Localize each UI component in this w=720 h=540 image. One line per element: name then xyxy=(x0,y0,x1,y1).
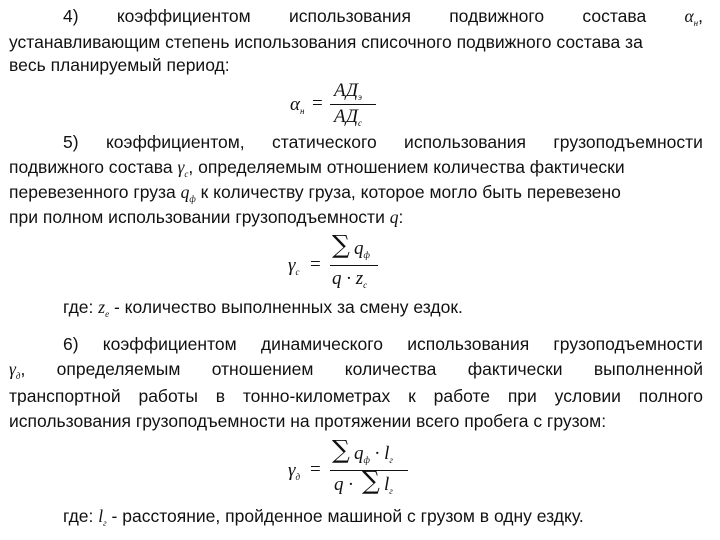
word: коэффициентом xyxy=(102,334,237,354)
item-number: 5) xyxy=(63,132,79,152)
formula-gamma-static: $\gamma_с$ = ∑ $q_ф$ $q \cdot z_с$ xyxy=(288,234,398,292)
p6-line-1 xyxy=(63,334,703,354)
formula-alpha: $\alpha_н$ = $АД_э$ $АД_с$ xyxy=(290,80,400,128)
p5-line-4: при полном использовании грузоподъемности q: xyxy=(9,207,404,227)
word: состава xyxy=(582,6,647,26)
word: грузоподъемности xyxy=(553,334,703,354)
formula-gamma-dynamic: $\gamma_д$ = ∑ $q_ф \cdot l_г$ q · ∑ $l_г$ xyxy=(288,438,418,500)
p6-line-4: использования грузоподъемности на протяжении всего пробега с грузом: xyxy=(9,411,607,431)
alpha-symbol: $\alpha_н$, xyxy=(684,6,703,28)
p4-line-2: устанавливающим степень использования списочного подвижного состава за xyxy=(9,32,643,52)
p5-line-1 xyxy=(63,132,703,152)
item-number: 4) xyxy=(63,6,79,26)
item-number: 6) xyxy=(63,334,79,354)
where-ze: где: $z_е$ - количество выполненных за смену ездок. xyxy=(63,297,463,319)
word: использования xyxy=(288,6,411,26)
where-lg: где: $l_г$ - расстояние, пройденное машиной с грузом в одну ездку. xyxy=(63,506,584,528)
word: динамического xyxy=(260,334,383,354)
p5-line-3: перевезенного груза $q_ф$ к количеству груза, которое могло быть перевезено xyxy=(9,182,621,204)
word: использования xyxy=(404,132,527,152)
p5-line-2: подвижного состава $\gamma_с$, определяемым отношением количества фактически xyxy=(9,157,625,179)
fraction-bar xyxy=(330,265,378,266)
word: грузоподъемности xyxy=(553,132,703,152)
fraction-bar xyxy=(330,104,376,105)
word: использования xyxy=(407,334,530,354)
word: подвижного xyxy=(449,6,545,26)
p4-line-3: весь планируемый период: xyxy=(9,55,230,75)
word: статического xyxy=(272,132,377,152)
word: коэффициентом, xyxy=(105,132,245,152)
p4-line-1 xyxy=(63,6,703,33)
p6-line-2: $\gamma_д$, определяемым отношением количества фактически выполненной xyxy=(9,359,703,381)
p6-line-3: транспортной работы в тонно-километрах к работе при условии полного xyxy=(9,386,703,406)
word: коэффициентом xyxy=(116,6,251,26)
